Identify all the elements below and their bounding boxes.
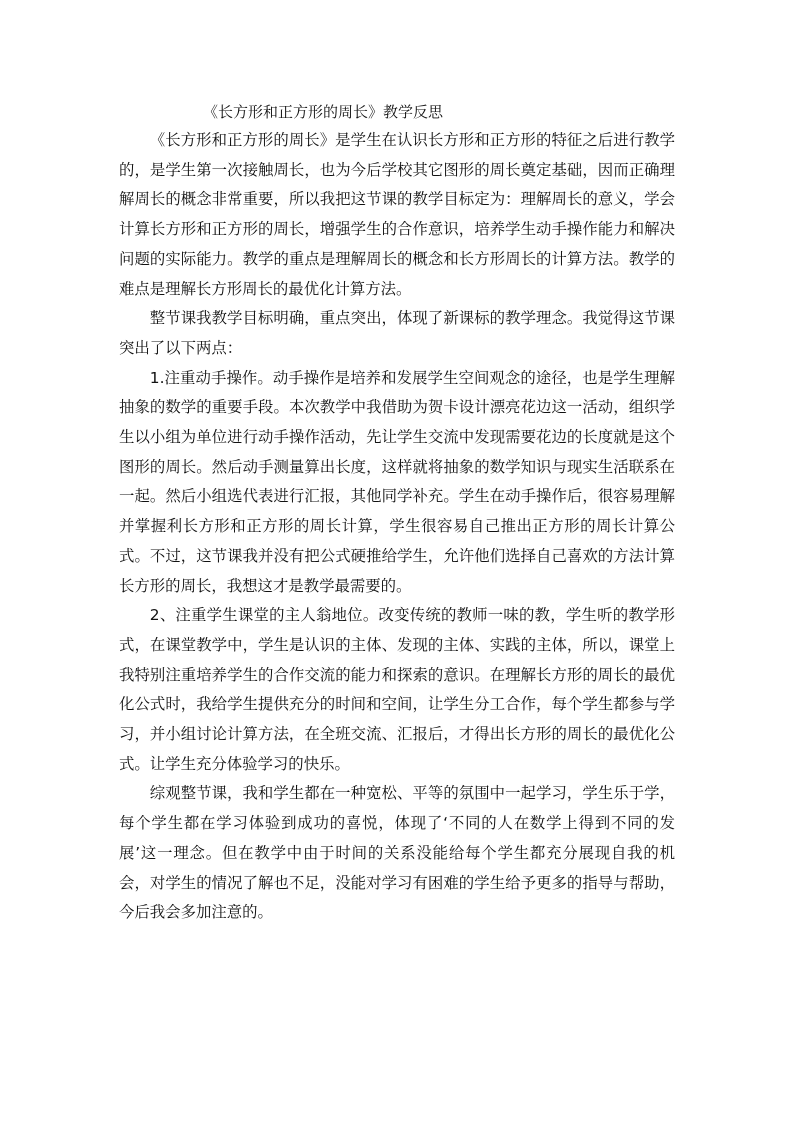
paragraph-point-2: 2、注重学生课堂的主人翁地位。改变传统的教师一味的教，学生听的教学形式，在课堂教学中，学生是认识的主体、发现的主体、实践的主体，所以，课堂上我特别注重培养学生的合作交流的能力和探索的意识。在理解长方形的周长的最优化公式时，我给学生提供充分的时间和空间，让学生分工合作，每个学生都参与学习，并小组讨论计算方法，在全班交流、汇报后，才得出长方形的周长的最优化公式。让学生充分体验学习的快乐。 (119, 606, 675, 773)
document-title: 《长方形和正方形的周长》教学反思 (203, 103, 444, 121)
paragraph-conclusion: 综观整节课，我和学生都在一种宽松、平等的氛围中一起学习，学生乐于学，每个学生都在学习体验到成功的喜悦，体现了‘不同的人在数学上得到不同的发展’这一理念。但在教学中由于时间的关系没能给每个学生都充分展现自我的机会，对学生的情况了解也不足，没能对学习有困难的学生给予更多的指导与帮助，今后我会多加注意的。 (119, 784, 675, 922)
paragraph-point-1: 1.注重动手操作。动手操作是培养和发展学生空间观念的途径，也是学生理解抽象的数学的重要手段。本次教学中我借助为贺卡设计漂亮花边这一活动，组织学生以小组为单位进行动手操作活动，先让学生交流中发现需要花边的长度就是这个图形的周长。然后动手测量算出长度，这样就将抽象的数学知识与现实生活联系在一起。然后小组选代表进行汇报，其他同学补充。学生在动手操作后，很容易理解并掌握利长方形和正方形的周长计算，学生很容易自己推出正方形的周长计算公式。不过，这节课我并没有把公式硬推给学生，允许他们选择自己喜欢的方法计算长方形的周长，我想这才是教学最需要的。 (119, 368, 675, 595)
paragraph-summary: 整节课我教学目标明确，重点突出，体现了新课标的教学理念。我觉得这节课突出了以下两点： (119, 309, 675, 357)
paragraph-intro: 《长方形和正方形的周长》是学生在认识长方形和正方形的特征之后进行教学的，是学生第一次接触周长，也为今后学校其它图形的周长奠定基础，因而正确理解周长的概念非常重要，所以我把这节课的教学目标定为：理解周长的意义，学会计算长方形和正方形的周长，增强学生的合作意识，培养学生动手操作能力和解决问题的实际能力。教学的重点是理解周长的概念和长方形周长的计算方法。教学的难点是理解长方形周长的最优化计算方法。 (119, 131, 675, 298)
document-body (119, 126, 675, 928)
